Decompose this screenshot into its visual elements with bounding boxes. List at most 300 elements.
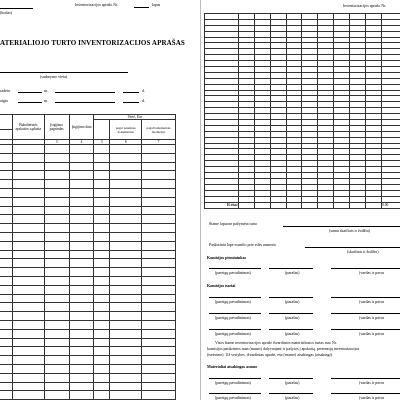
table-cell[interactable] [12, 391, 44, 400]
member-2-signature-field[interactable] [269, 313, 313, 314]
table-cell[interactable] [69, 197, 94, 206]
table-cell[interactable] [142, 303, 176, 312]
table-row [0, 171, 176, 180]
total-cell [350, 202, 366, 208]
table-cell[interactable] [12, 224, 44, 233]
table-cell[interactable] [110, 276, 142, 285]
table-row [0, 241, 176, 250]
date-started-day-field[interactable] [123, 92, 139, 93]
table-cell[interactable] [44, 232, 69, 241]
table-cell[interactable] [69, 373, 94, 382]
table-cell[interactable] [94, 391, 110, 400]
responsible-1-name-caption: (vardas ir pavar [359, 380, 385, 385]
table-cell[interactable] [69, 276, 94, 285]
table-cell[interactable] [0, 180, 12, 189]
table-cell[interactable] [0, 285, 12, 294]
table-cell[interactable] [0, 224, 12, 233]
table-cell[interactable] [69, 153, 94, 162]
table-cell[interactable] [69, 188, 94, 197]
member-1-position-field[interactable] [209, 297, 261, 298]
table-cell[interactable] [110, 373, 142, 382]
table-cell[interactable] [12, 294, 44, 303]
table-cell[interactable] [94, 250, 110, 259]
table-cell[interactable] [0, 215, 12, 224]
table-cell[interactable] [94, 259, 110, 268]
inventory-number-label: Inventorizacijos aprašo Nr. [75, 2, 119, 7]
table-cell[interactable] [69, 364, 94, 373]
col-header-account: Buhalterinės apskaitos sąskaita [12, 115, 44, 140]
table-cell[interactable] [12, 259, 44, 268]
closing-text-line-2: komisijos patikrintos man (mums) dalyvaujant ir įrašytos į apskaitą, pretenzijų inventorizacijos [207, 346, 360, 351]
table-cell[interactable] [69, 329, 94, 338]
commission-members-heading: Komisijos nariai [207, 283, 236, 288]
table-cell[interactable] [44, 241, 69, 250]
table-cell[interactable] [142, 224, 176, 233]
table-cell[interactable] [69, 338, 94, 347]
table-cell[interactable] [110, 153, 142, 162]
member-3-position-caption: (pareigų pavadinimas) [215, 331, 251, 336]
date-started-year-field[interactable] [18, 92, 42, 93]
table-cell[interactable] [69, 145, 94, 154]
table-cell[interactable] [94, 232, 110, 241]
table-cell[interactable] [12, 162, 44, 171]
table-cell[interactable] [12, 171, 44, 180]
table-cell[interactable] [142, 294, 176, 303]
table-cell[interactable] [12, 232, 44, 241]
responsible-2-position-field[interactable] [209, 393, 261, 394]
table-cell[interactable] [0, 382, 12, 391]
table-cell[interactable] [94, 373, 110, 382]
member-3-name-caption: (vardas ir pavar [359, 331, 385, 336]
responsible-2-name-field[interactable] [331, 393, 400, 394]
sum-line-2-field[interactable] [305, 247, 400, 248]
table-cell[interactable] [44, 206, 69, 215]
table-cell[interactable] [110, 171, 142, 180]
table-row [0, 320, 176, 329]
table-cell[interactable] [0, 232, 12, 241]
table-cell[interactable] [12, 276, 44, 285]
table-cell[interactable] [44, 285, 69, 294]
member-1-name-field[interactable] [331, 297, 400, 298]
table-cell[interactable] [69, 224, 94, 233]
table-cell[interactable] [0, 145, 12, 154]
table-cell[interactable] [142, 171, 176, 180]
table-cell[interactable] [142, 180, 176, 189]
table-cell[interactable] [142, 215, 176, 224]
table-cell[interactable] [44, 347, 69, 356]
table-cell[interactable] [110, 285, 142, 294]
table-cell[interactable] [94, 382, 110, 391]
table-cell[interactable] [12, 303, 44, 312]
table-cell[interactable] [94, 268, 110, 277]
table-row [0, 338, 176, 347]
table-cell[interactable] [94, 303, 110, 312]
table-cell[interactable] [69, 171, 94, 180]
table-cell[interactable] [69, 215, 94, 224]
table-cell[interactable] [110, 188, 142, 197]
table-cell[interactable] [69, 382, 94, 391]
table-cell[interactable] [12, 153, 44, 162]
table-cell[interactable] [110, 250, 142, 259]
table-cell[interactable] [44, 294, 69, 303]
member-2-position-caption: (pareigų pavadinimas) [215, 315, 251, 320]
table-cell[interactable] [94, 294, 110, 303]
table-cell[interactable] [69, 347, 94, 356]
table-cell[interactable] [0, 259, 12, 268]
table-row [0, 232, 176, 241]
table-cell[interactable] [142, 259, 176, 268]
continuation-table [204, 13, 400, 209]
table-cell[interactable] [12, 250, 44, 259]
table-cell[interactable] [110, 232, 142, 241]
inventory-number-field[interactable] [134, 7, 149, 8]
table-cell[interactable] [142, 206, 176, 215]
date-started-label: radėta [0, 88, 10, 93]
member-1-position-caption: (pareigų pavadinimas) [215, 299, 251, 304]
table-cell[interactable] [94, 241, 110, 250]
responsible-2-signature-field[interactable] [269, 393, 313, 394]
table-cell[interactable] [110, 145, 142, 154]
table-cell[interactable] [69, 285, 94, 294]
responsible-1-signature-caption: (parašas) [285, 380, 300, 385]
table-cell[interactable] [44, 382, 69, 391]
table-cell[interactable] [44, 197, 69, 206]
table-cell[interactable] [94, 276, 110, 285]
table-cell[interactable] [94, 364, 110, 373]
table-cell[interactable] [0, 206, 12, 215]
table-cell[interactable] [142, 320, 176, 329]
chair-name-caption: (vardas ir pavar [359, 270, 385, 275]
table-cell[interactable] [110, 320, 142, 329]
member-2-position-field[interactable] [209, 313, 261, 314]
table-cell[interactable] [12, 268, 44, 277]
table-cell[interactable] [142, 373, 176, 382]
table-cell[interactable] [0, 320, 12, 329]
table-cell[interactable] [69, 259, 94, 268]
col-header-value-books: pagal buhalterinės duomenys [142, 120, 176, 140]
table-cell[interactable] [0, 373, 12, 382]
table-cell[interactable] [142, 162, 176, 171]
table-cell[interactable] [94, 312, 110, 321]
date-finished-month-field[interactable] [55, 102, 115, 103]
total-cell [334, 202, 350, 208]
commission-chair-heading: Komisijos pirmininkas [207, 255, 247, 260]
table-row [0, 250, 176, 259]
table-cell[interactable] [44, 171, 69, 180]
sum-line-1-field[interactable] [283, 226, 400, 227]
table-cell[interactable] [69, 162, 94, 171]
table-cell[interactable] [110, 347, 142, 356]
total-value: 0.00 [382, 202, 400, 208]
table-cell[interactable] [110, 364, 142, 373]
table-cell[interactable] [0, 303, 12, 312]
table-row [0, 180, 176, 189]
table-cell[interactable] [12, 329, 44, 338]
table-cell[interactable] [94, 347, 110, 356]
table-cell[interactable] [69, 312, 94, 321]
col-header-blank [0, 115, 12, 130]
table-cell[interactable] [110, 162, 142, 171]
table-cell[interactable] [44, 188, 69, 197]
table-row [0, 356, 176, 365]
table-cell[interactable] [94, 329, 110, 338]
table-cell[interactable] [0, 276, 12, 285]
closing-text-line-1: Visos šiame inventorizacijos apraše išvardintos materialiosios turtas nuo Nr. [215, 340, 337, 345]
table-cell[interactable] [110, 382, 142, 391]
table-cell[interactable] [110, 338, 142, 347]
table-cell[interactable] [69, 268, 94, 277]
table-cell[interactable] [0, 347, 12, 356]
table-cell[interactable] [69, 320, 94, 329]
compile-place-caption: (sudarymo vieta) [40, 74, 68, 79]
member-3-signature-field[interactable] [269, 329, 313, 330]
table-cell[interactable] [0, 171, 12, 180]
sum-line-1-caption: (suma skaičiais ir žodžiu) [329, 228, 370, 233]
member-1-signature-field[interactable] [269, 297, 313, 298]
table-cell[interactable] [142, 285, 176, 294]
table-cell[interactable] [110, 241, 142, 250]
date-finished-year-field[interactable] [18, 102, 42, 103]
table-cell[interactable] [44, 215, 69, 224]
table-cell[interactable] [12, 285, 44, 294]
table-row [0, 197, 176, 206]
total-label: Iš viso: [205, 202, 239, 208]
table-cell[interactable] [12, 206, 44, 215]
table-cell[interactable] [0, 338, 12, 347]
table-cell[interactable] [69, 294, 94, 303]
table-cell[interactable] [44, 356, 69, 365]
total-row [205, 202, 400, 208]
date-started-day-suffix: d. [142, 88, 145, 93]
table-cell[interactable] [0, 250, 12, 259]
table-cell[interactable] [94, 180, 110, 189]
member-2-name-field[interactable] [331, 313, 400, 314]
table-cell[interactable] [142, 364, 176, 373]
col-header-value-group: Vertė, Eur [94, 115, 176, 120]
table-cell[interactable] [12, 364, 44, 373]
member-3-position-field[interactable] [209, 329, 261, 330]
closing-text-line-3: (turėsime). Už vertybes, išvardintas apraše, esu (esame) atsakingas (atsakingi). [207, 352, 333, 357]
date-started-year-suffix: m. [44, 88, 49, 93]
table-cell[interactable] [12, 180, 44, 189]
date-finished-label: aigta [0, 98, 8, 103]
table-cell[interactable] [142, 232, 176, 241]
table-cell[interactable] [69, 391, 94, 400]
table-row [0, 391, 176, 400]
table-cell[interactable] [0, 329, 12, 338]
table-cell[interactable] [12, 320, 44, 329]
table-cell[interactable] [142, 250, 176, 259]
chair-signature-caption: (parašas) [285, 270, 300, 275]
table-cell[interactable] [110, 180, 142, 189]
table-cell[interactable] [12, 145, 44, 154]
table-cell[interactable] [110, 391, 142, 400]
table-cell[interactable] [44, 320, 69, 329]
table-cell[interactable] [0, 268, 12, 277]
table-cell[interactable] [110, 206, 142, 215]
table-cell[interactable] [110, 197, 142, 206]
table-cell[interactable] [94, 224, 110, 233]
chair-signature-field[interactable] [269, 268, 313, 269]
table-cell[interactable] [142, 197, 176, 206]
table-cell[interactable] [142, 188, 176, 197]
table-cell[interactable] [12, 312, 44, 321]
table-row [0, 329, 176, 338]
table-cell[interactable] [69, 356, 94, 365]
table-cell[interactable] [0, 197, 12, 206]
table-cell[interactable] [44, 391, 69, 400]
table-cell[interactable] [0, 294, 12, 303]
table-row [0, 145, 176, 154]
table-row [0, 364, 176, 373]
table-cell[interactable] [44, 224, 69, 233]
table-cell[interactable] [110, 356, 142, 365]
table-cell[interactable] [94, 320, 110, 329]
table-cell[interactable] [44, 153, 69, 162]
table-cell[interactable] [12, 215, 44, 224]
table-cell[interactable] [94, 338, 110, 347]
table-cell[interactable] [12, 373, 44, 382]
table-cell[interactable] [69, 250, 94, 259]
document-title: ATERIALIOJO TURTO INVENTORIZACIJOS APRAŠAS [0, 39, 185, 47]
table-cell[interactable] [44, 364, 69, 373]
table-cell[interactable] [94, 356, 110, 365]
table-cell[interactable] [12, 188, 44, 197]
table-cell[interactable] [0, 312, 12, 321]
table-cell[interactable] [142, 347, 176, 356]
table-cell[interactable] [142, 329, 176, 338]
table-cell[interactable] [0, 391, 12, 400]
table-row [0, 153, 176, 162]
table-cell[interactable] [110, 215, 142, 224]
table-cell[interactable] [110, 303, 142, 312]
table-row [0, 347, 176, 356]
responsible-1-name-field[interactable] [331, 378, 400, 379]
table-cell[interactable] [44, 312, 69, 321]
code-field-line [0, 8, 33, 9]
table-cell[interactable] [94, 171, 110, 180]
total-cell [254, 202, 270, 208]
table-cell[interactable] [110, 312, 142, 321]
responsible-2-signature-caption: (parašas) [285, 395, 300, 400]
table-cell[interactable] [94, 153, 110, 162]
table-cell[interactable] [110, 294, 142, 303]
table-cell[interactable] [142, 356, 176, 365]
table-cell[interactable] [142, 382, 176, 391]
table-cell[interactable] [12, 197, 44, 206]
col-header-value-docs: pagal pateiktus dokumentus [110, 120, 142, 140]
table-cell[interactable] [44, 145, 69, 154]
col-number-cell: 7 [142, 140, 176, 145]
responsible-person-heading: Materialiai atsakingas asmuo [207, 364, 258, 369]
compile-place-line[interactable] [0, 72, 128, 73]
table-row [0, 382, 176, 391]
table-cell[interactable] [94, 145, 110, 154]
table-row [0, 224, 176, 233]
responsible-1-position-field[interactable] [209, 378, 261, 379]
table-cell[interactable] [110, 268, 142, 277]
table-cell[interactable] [44, 303, 69, 312]
table-cell[interactable] [142, 338, 176, 347]
table-cell[interactable] [44, 329, 69, 338]
table-row [0, 215, 176, 224]
table-row [0, 259, 176, 268]
table-cell[interactable] [0, 241, 12, 250]
total-cell [270, 202, 286, 208]
table-cell[interactable] [44, 162, 69, 171]
table-row [0, 312, 176, 321]
table-row [0, 268, 176, 277]
table-cell[interactable] [110, 224, 142, 233]
table-cell[interactable] [142, 268, 176, 277]
table-cell[interactable] [0, 162, 12, 171]
table-cell[interactable] [94, 197, 110, 206]
table-cell[interactable] [142, 153, 176, 162]
table-cell[interactable] [44, 373, 69, 382]
table-row [0, 303, 176, 312]
table-cell[interactable] [12, 338, 44, 347]
table-cell[interactable] [94, 206, 110, 215]
table-cell[interactable] [94, 285, 110, 294]
right-form-page [200, 0, 400, 400]
member-1-signature-caption: (parašas) [285, 299, 300, 304]
col-number-cell: 5 [94, 140, 110, 145]
table-cell[interactable] [12, 356, 44, 365]
member-3-name-field[interactable] [331, 329, 400, 330]
total-cell [318, 202, 334, 208]
table-cell[interactable] [12, 241, 44, 250]
member-3-signature-caption: (parašas) [285, 331, 300, 336]
table-cell[interactable] [94, 188, 110, 197]
table-cell[interactable] [44, 259, 69, 268]
table-cell[interactable] [0, 188, 12, 197]
table-cell[interactable] [69, 232, 94, 241]
table-cell[interactable] [69, 180, 94, 189]
table-cell[interactable] [69, 241, 94, 250]
table-cell[interactable] [110, 259, 142, 268]
table-cell[interactable] [69, 206, 94, 215]
table-cell[interactable] [142, 391, 176, 400]
table-cell[interactable] [69, 303, 94, 312]
date-started-month-field[interactable] [55, 92, 115, 93]
date-finished-day-field[interactable] [123, 102, 139, 103]
chair-name-field[interactable] [331, 268, 400, 269]
date-finished-day-suffix: d. [142, 98, 145, 103]
table-cell[interactable] [142, 241, 176, 250]
table-cell[interactable] [0, 153, 12, 162]
chair-position-field[interactable] [209, 268, 261, 269]
table-row [0, 294, 176, 303]
table-cell[interactable] [142, 276, 176, 285]
responsible-1-signature-field[interactable] [269, 378, 313, 379]
table-cell[interactable] [94, 162, 110, 171]
table-cell[interactable] [0, 364, 12, 373]
table-cell[interactable] [44, 338, 69, 347]
table-cell[interactable] [44, 268, 69, 277]
table-cell[interactable] [44, 180, 69, 189]
table-cell[interactable] [0, 356, 12, 365]
table-cell[interactable] [44, 250, 69, 259]
table-cell[interactable] [12, 382, 44, 391]
table-cell[interactable] [94, 215, 110, 224]
table-cell[interactable] [110, 329, 142, 338]
table-cell[interactable] [142, 145, 176, 154]
table-row [0, 373, 176, 382]
table-cell[interactable] [44, 276, 69, 285]
table-cell[interactable] [142, 312, 176, 321]
responsible-1-position-caption: (pareigų pavadinimas) [215, 380, 251, 385]
table-cell[interactable] [12, 347, 44, 356]
